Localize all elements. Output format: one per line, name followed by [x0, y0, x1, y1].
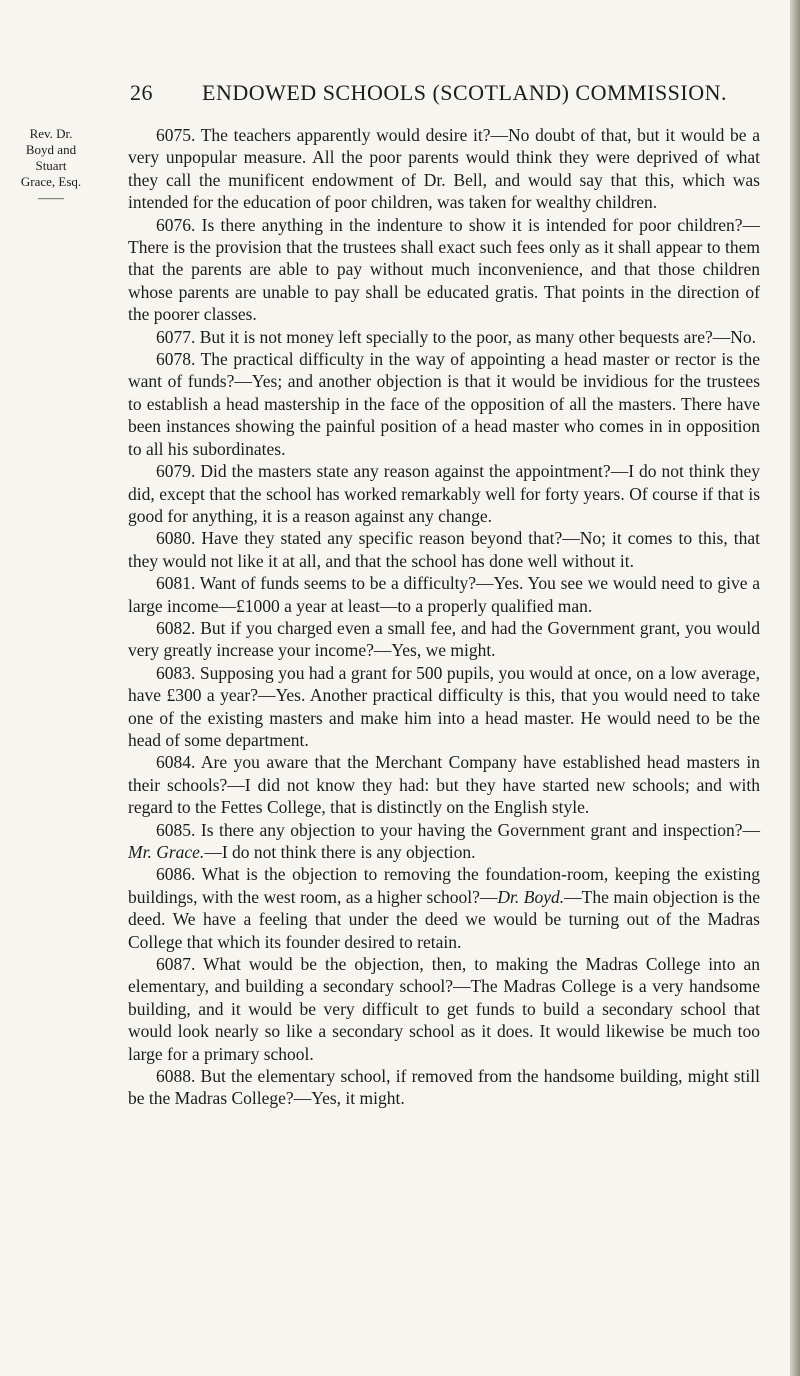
margin-line: Rev. Dr. [29, 126, 73, 141]
paragraph-text: 6084. Are you aware that the Merchant Company have established head masters in their schools?—I did not know they had: but they have started new schools; and with regard to the Fettes College, that is distinctly on the English style. [128, 752, 760, 818]
paragraph-text: 6083. Supposing you had a grant for 500 pupils, you would at once, on a low average, have £300 a year?—Yes. Another practical difficulty is this, that you would need to take one of the existing masters and make him into a head master. He would need to be the head of some department. [128, 662, 760, 750]
paragraph-text: 6076. Is there anything in the indenture to show it is intended for poor children?—There is the provision that the trustees shall exact such fees only as it shall appear to them that the parents are able to pay without much inconvenience, and that those children whose parents are unable to pay shall be educated gratis. That points in the direction of the poorer classes. [128, 214, 760, 325]
paragraph-6086 [128, 863, 760, 953]
paragraph-6079 [128, 460, 760, 527]
page-number: 26 [130, 80, 153, 105]
paragraph-text: 6075. The teachers apparently would desire it?—No doubt of that, but it would be a very unpopular measure. All the poor parents would think they were deprived of what they call the munificent endowment of Dr. Bell, and would say that this, which was intended for the education of poor children, was taken for wealthy children. [128, 125, 760, 213]
paragraph-6081 [128, 572, 760, 617]
paragraph-text: 6085. Is there any objection to your having the Government grant and inspection?— [156, 819, 760, 840]
paragraph-6084 [128, 751, 760, 818]
paragraph-6088 [128, 1065, 760, 1110]
paragraph-text: 6079. Did the masters state any reason against the appointment?—I do not think they did, except that the school has worked remarkably well for forty years. Of course if that is good for anything, it is a reason against any change. [128, 461, 760, 526]
speaker-name: Mr. Grace. [128, 842, 205, 862]
paragraph-6075 [128, 124, 760, 214]
paragraph-text: 6077. But it is not money left specially to the poor, as many other bequests are?—No. [156, 326, 757, 347]
paragraph-6077 [128, 326, 760, 348]
page-title: ENDOWED SCHOOLS (SCOTLAND) COMMISSION. [202, 80, 728, 105]
margin-line: Boyd and [25, 142, 77, 157]
margin-line: Grace, Esq. [20, 174, 82, 189]
paragraph-6087 [128, 953, 760, 1065]
paragraph-text: 6081. Want of funds seems to be a difficulty?—Yes. You see we would need to give a large income—£1000 a year at least—to a properly qualified man. [128, 573, 760, 616]
paragraph-text: 6082. But if you charged even a small fee, and had the Government grant, you would very greatly increase your income?—Yes, we might. [128, 617, 760, 661]
paragraph-text: 6086. What is the objection to removing the foundation-room, keeping the existing buildings, with the west room, as a higher school?— [128, 864, 760, 907]
paragraph-6076 [128, 214, 760, 326]
paragraph-6078 [128, 348, 760, 460]
margin-line: Stuart [35, 158, 67, 173]
page-edge-shadow [790, 0, 800, 1376]
paragraph-6083 [128, 662, 760, 752]
paragraph-6082 [128, 617, 760, 662]
paragraph-6080 [128, 527, 760, 572]
speaker-name: Dr. Boyd. [497, 886, 565, 907]
paragraph-6085 [128, 819, 760, 864]
paragraph-text: 6088. But the elementary school, if removed from the handsome building, might still be the Madras College?—Yes, it might. [128, 1066, 760, 1109]
margin-line: —— [38, 190, 64, 205]
running-head [130, 80, 760, 110]
body-text [128, 124, 760, 1110]
paragraph-text: —I do not think there is any objection. [204, 842, 476, 862]
margin-witness-note [6, 126, 96, 206]
paragraph-text: 6087. What would be the objection, then, to making the Madras College into an elementary, and building a secondary school?—The Madras College is a very handsome building, and it would be very difficult to get funds to build a secondary school that would look nearly so like a secondary school as it does. It would likewise be much too large for a primary school. [128, 954, 760, 1064]
paragraph-text: —The main objection is the deed. We have a feeling that under the deed we would be turning out of the Madras College that which its founder desired to retain. [128, 886, 760, 952]
paragraph-text: 6080. Have they stated any specific reason beyond that?—No; it comes to this, that they would not like it at all, and that the school has done well without it. [128, 528, 760, 571]
paragraph-text: 6078. The practical difficulty in the way of appointing a head master or rector is the want of funds?—Yes; and another objection is that it would be invidious for the trustees to establish a head mastership in the face of the opposition of all the masters. There have been instances showing the painful position of a head master who comes in in opposition to all his subordinates. [128, 349, 760, 459]
